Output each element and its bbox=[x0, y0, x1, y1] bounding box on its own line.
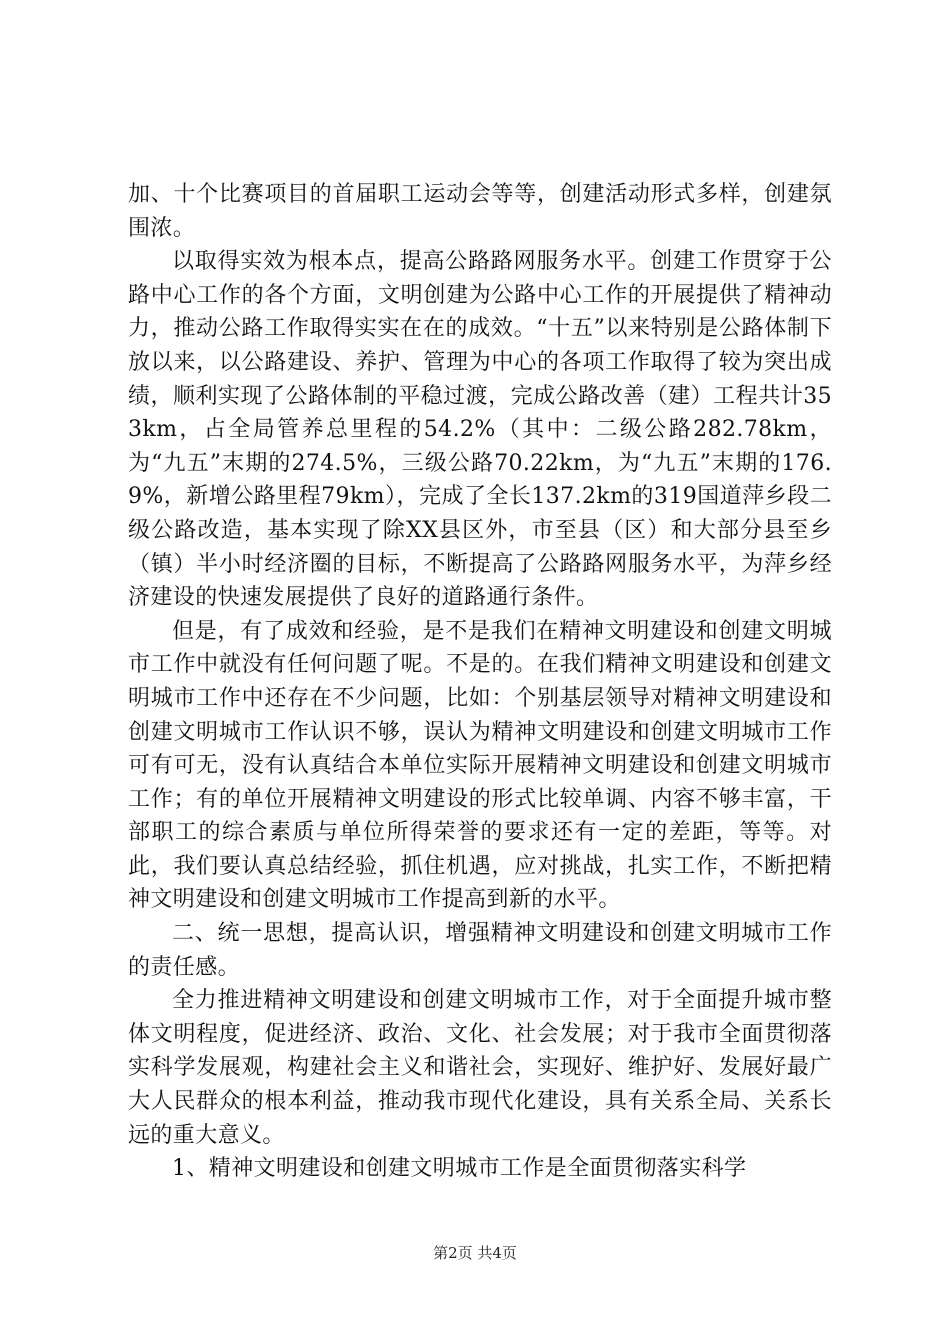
page-footer: 第2页 共4页 bbox=[433, 1244, 517, 1262]
paragraph-1: 加、十个比赛项目的首届职工运动会等等，创建活动形式多样，创建氛围浓。 bbox=[128, 182, 832, 241]
paragraph-3: 但是，有了成效和经验，是不是我们在精神文明建设和创建文明城市工作中就没有任何问题了呢。不是的。在我们精神文明建设和创建文明城市工作中还存在不少问题，比如：个别基层领导对精神文明建设和创建文明城市工作认识不够，误认为精神文明建设和创建文明城市工作可有可无，没有认真结合本单位实际开展精神文明建设和创建文明城市工作；有的单位开展精神文明建设的形式比较单调、内容不够丰富，干部职工的综合素质与单位所得荣誉的要求还有一定的差距，等等。对此，我们要认真总结经验，抓住机遇，应对挑战，扎实工作，不断把精神文明建设和创建文明城市工作提高到新的水平。 bbox=[128, 618, 832, 913]
paragraph-2: 以取得实效为根本点，提高公路路网服务水平。创建工作贯穿于公路中心工作的各个方面，文明创建为公路中心工作的开展提供了精神动力，推动公路工作取得实实在在的成效。“十五”以来特别是公路体制下放以来，以公路建设、养护、管理为中心的各项工作取得了较为突出成绩，顺利实现了公路体制的平稳过渡，完成公路改善（建）工程共计353km，占全局管养总里程的54.2%（其中：二级公路282.78km，为“九五”末期的274.5%，三级公路70.22km，为“九五”末期的176.9%，新增公路里程79km），完成了全长137.2km的319国道萍乡段二级公路改造，基本实现了除XX县区外，市至县（区）和大部分县至乡（镇）半小时经济圈的目标，不断提高了公路路网服务水平，为萍乡经济建设的快速发展提供了良好的道路通行条件。 bbox=[128, 249, 832, 611]
paragraph-4: 全力推进精神文明建设和创建文明城市工作，对于全面提升城市整体文明程度，促进经济、政治、文化、社会发展；对于我市全面贯彻落实科学发展观，构建社会主义和谐社会，实现好、维护好、发展好最广大人民群众的根本利益，推动我市现代化建设，具有关系全局、关系长远的重大意义。 bbox=[128, 988, 832, 1148]
section-heading-2: 二、统一思想，提高认识，增强精神文明建设和创建文明城市工作的责任感。 bbox=[128, 921, 832, 980]
paragraph-5: 1、精神文明建设和创建文明城市工作是全面贯彻落实科学 bbox=[172, 1156, 747, 1182]
document-body bbox=[128, 178, 832, 1186]
